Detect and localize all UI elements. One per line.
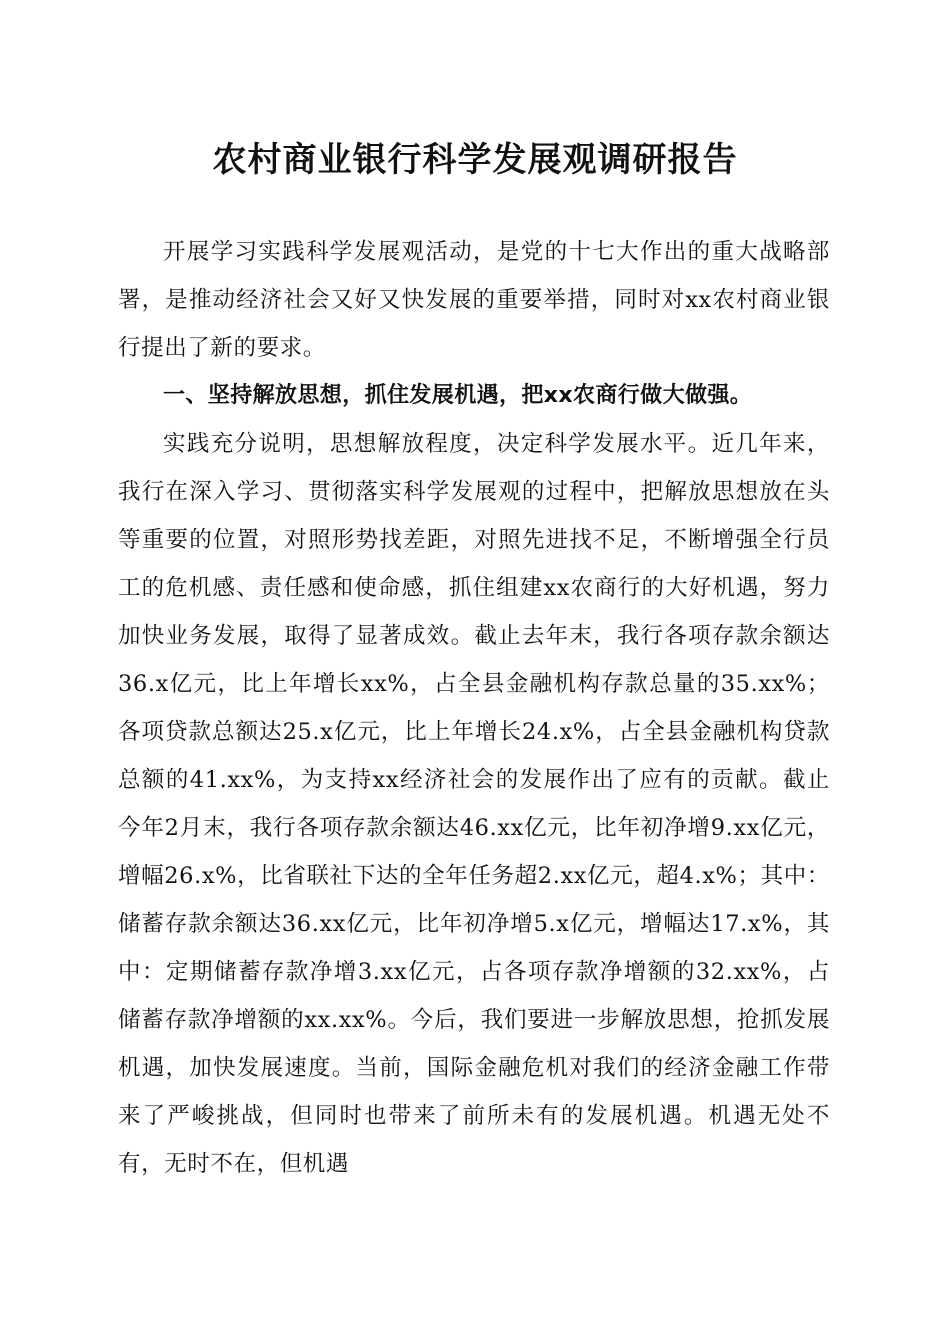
section-heading-1: 一、坚持解放思想，抓住发展机遇，把xx农商行做大做强。	[163, 383, 753, 408]
section-1-paragraph: 实践充分说明，思想解放程度，决定科学发展水平。近几年来，我行在深入学习、贯彻落实科学发展观的过程中，把解放思想放在头等重要的位置，对照形势找差距，对照先进找不足，不断增强全行员工的危机感、责任感和使命感，抓住组建xx农商行的大好机遇，努力加快业务发展，取得了显著成效。截止去年末，我行各项存款余额达36.x亿元，比上年增长xx%，占全县金融机构存款总量的35.xx%；各项贷款总额达25.x亿元，比上年增长24.x%，占全县金融机构贷款总额的41.xx%，为支持xx经济社会的发展作出了应有的贡献。截止今年2月末，我行各项存款余额达46.xx亿元，比年初净增9.xx亿元，增幅26.x%，比省联社下达的全年任务超2.xx亿元，超4.x%；其中：储蓄存款余额达36.xx亿元，比年初净增5.x亿元，增幅达17.x%，其中：定期储蓄存款净增3.xx亿元，占各项存款净增额的32.xx%，占储蓄存款净增额的xx.xx%。今后，我们要进一步解放思想，抢抓发展机遇，加快发展速度。当前，国际金融危机对我们的经济金融工作带来了严峻挑战，但同时也带来了前所未有的发展机遇。机遇无处不有，无时不在，但机遇	[118, 431, 830, 1177]
document-title: 农村商业银行科学发展观调研报告	[212, 140, 738, 180]
document-body	[118, 228, 830, 1188]
intro-paragraph: 开展学习实践科学发展观活动，是党的十七大作出的重大战略部署，是推动经济社会又好又快发展的重要举措，同时对xx农村商业银行提出了新的要求。	[118, 239, 830, 361]
